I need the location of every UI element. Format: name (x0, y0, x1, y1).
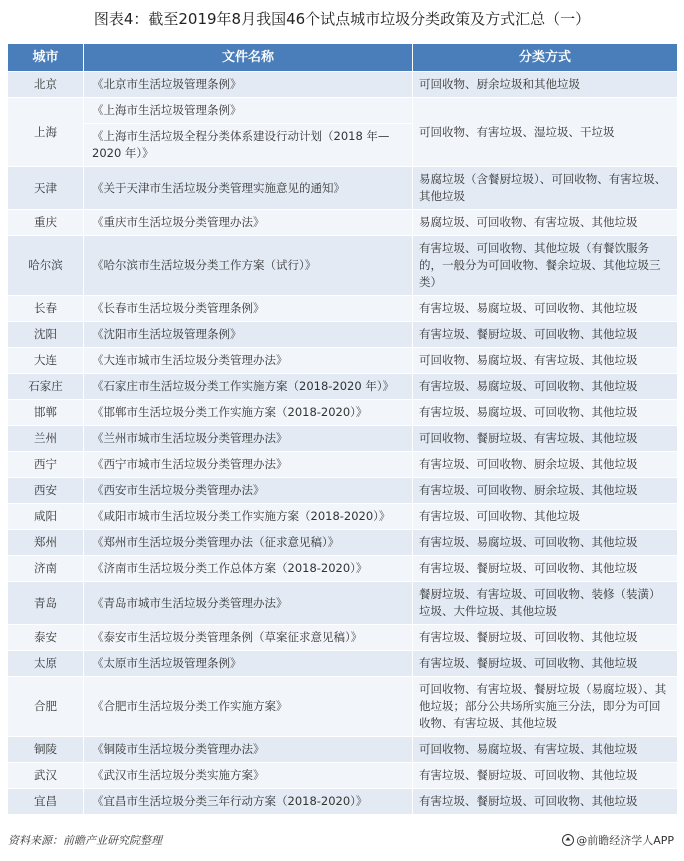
document-name: 《武汉市生活垃圾分类实施方案》 (92, 768, 265, 782)
table-row (8, 400, 678, 426)
city-cell: 济南 (8, 556, 84, 582)
document-cell (84, 530, 413, 556)
method-cell: 有害垃圾、可回收物、厨余垃圾、其他垃圾 (413, 478, 678, 504)
document-name: 《石家庄市生活垃圾分类工作实施方案（2018-2020 年）》 (92, 379, 395, 393)
document-cell (84, 400, 413, 426)
method-cell: 有害垃圾、餐厨垃圾、可回收物、其他垃圾 (413, 322, 678, 348)
document-cell (84, 763, 413, 789)
header-doc: 文件名称 (84, 44, 413, 72)
document-name: 《咸阳市城市生活垃圾分类工作实施方案（2018-2020）》 (92, 509, 391, 523)
document-name: 《太原市生活垃圾管理条例》 (92, 656, 242, 670)
document-cell (84, 98, 413, 167)
document-name: 《长春市生活垃圾分类管理条例》 (92, 301, 265, 315)
document-name: 《关于天津市生活垃圾分类管理实施意见的通知》 (92, 180, 345, 195)
method-cell: 有害垃圾、餐厨垃圾、可回收物、其他垃圾 (413, 789, 678, 815)
document-name: 《青岛市城市生活垃圾分类管理办法》 (92, 595, 288, 610)
table-row (8, 789, 678, 815)
brand-logo-icon (562, 834, 574, 846)
table-header-row (8, 44, 678, 72)
city-cell: 长春 (8, 296, 84, 322)
table-row (8, 236, 678, 296)
city-cell: 郑州 (8, 530, 84, 556)
document-name: 《大连市城市生活垃圾分类管理办法》 (92, 353, 288, 367)
city-cell: 哈尔滨 (8, 236, 84, 296)
method-cell: 有害垃圾、餐厨垃圾、可回收物、其他垃圾 (413, 625, 678, 651)
method-cell: 有害垃圾、餐厨垃圾、可回收物、其他垃圾 (413, 556, 678, 582)
document-cell (84, 236, 413, 296)
document-name: 《重庆市生活垃圾分类管理办法》 (92, 215, 265, 229)
document-name: 《邯郸市生活垃圾分类工作实施方案（2018-2020）》 (92, 405, 368, 419)
table-row (8, 651, 678, 677)
document-name: 《西安市生活垃圾分类管理办法》 (92, 483, 265, 497)
table-row (8, 530, 678, 556)
method-cell: 易腐垃圾、可回收物、有害垃圾、其他垃圾 (413, 210, 678, 236)
document-cell (84, 737, 413, 763)
document-cell (84, 582, 413, 625)
table-row (8, 296, 678, 322)
table-row (8, 72, 678, 98)
city-cell: 合肥 (8, 677, 84, 737)
header-city: 城市 (8, 44, 84, 72)
document-cell (84, 504, 413, 530)
method-cell: 可回收物、餐厨垃圾、有害垃圾、其他垃圾 (413, 426, 678, 452)
document-name: 《哈尔滨市生活垃圾分类工作方案（试行）》 (92, 258, 317, 272)
method-cell: 有害垃圾、易腐垃圾、可回收物、其他垃圾 (413, 400, 678, 426)
table-row (8, 625, 678, 651)
method-cell: 有害垃圾、餐厨垃圾、可回收物、其他垃圾 (413, 763, 678, 789)
method-cell: 可回收物、易腐垃圾、有害垃圾、其他垃圾 (413, 348, 678, 374)
document-name: 《西宁市城市生活垃圾分类管理办法》 (92, 457, 288, 471)
city-cell: 泰安 (8, 625, 84, 651)
document-name: 《郑州市生活垃圾分类管理办法（征求意见稿）》 (92, 535, 340, 549)
table-row (8, 737, 678, 763)
document-name: 《泰安市生活垃圾分类管理条例（草案征求意见稿）》 (92, 630, 363, 644)
document-name: 《上海市生活垃圾管理条例》 (92, 103, 242, 117)
city-cell: 太原 (8, 651, 84, 677)
city-cell: 兰州 (8, 426, 84, 452)
city-cell: 咸阳 (8, 504, 84, 530)
table-row (8, 582, 678, 625)
table-row (8, 556, 678, 582)
document-cell (84, 426, 413, 452)
policy-table (7, 43, 678, 815)
city-cell: 青岛 (8, 582, 84, 625)
method-cell: 有害垃圾、可回收物、厨余垃圾、其他垃圾 (413, 452, 678, 478)
city-cell: 西安 (8, 478, 84, 504)
table-row (8, 348, 678, 374)
table-row (8, 763, 678, 789)
city-cell: 上海 (8, 98, 84, 167)
brand-footer (562, 832, 674, 848)
document-cell (84, 651, 413, 677)
document-name: 《兰州市城市生活垃圾分类管理办法》 (92, 431, 288, 445)
city-cell: 西宁 (8, 452, 84, 478)
method-cell: 可回收物、有害垃圾、餐厨垃圾（易腐垃圾）、其他垃圾；部分公共场所实施三分法，即分为可回收物、有害垃圾、其他垃圾 (413, 677, 678, 737)
table-row (8, 504, 678, 530)
document-cell (84, 210, 413, 236)
header-method: 分类方式 (413, 44, 678, 72)
document-cell (84, 556, 413, 582)
method-cell: 有害垃圾、可回收物、其他垃圾 (413, 504, 678, 530)
city-cell: 沈阳 (8, 322, 84, 348)
method-cell: 有害垃圾、可回收物、其他垃圾（有餐饮服务的，一般分为可回收物、餐余垃圾、其他垃圾三类） (413, 236, 678, 296)
document-name: 《宜昌市生活垃圾分类三年行动方案（2018-2020）》 (92, 794, 368, 808)
method-cell: 餐厨垃圾、有害垃圾、可回收物、装修（装潢）垃圾、大件垃圾、其他垃圾 (413, 582, 678, 625)
source-note: 资料来源：前瞻产业研究院整理 (8, 834, 162, 847)
document-name: 《北京市生活垃圾管理条例》 (92, 77, 242, 91)
brand-text: @前瞻经济学人APP (576, 834, 674, 847)
method-cell: 可回收物、有害垃圾、湿垃圾、干垃圾 (413, 98, 678, 167)
table-row (8, 374, 678, 400)
method-cell: 有害垃圾、易腐垃圾、可回收物、其他垃圾 (413, 296, 678, 322)
city-cell: 北京 (8, 72, 84, 98)
table-row (8, 677, 678, 737)
document-cell (84, 625, 413, 651)
table-row (8, 98, 678, 167)
table-row (8, 322, 678, 348)
document-cell (84, 677, 413, 737)
method-cell: 有害垃圾、易腐垃圾、可回收物、其他垃圾 (413, 530, 678, 556)
chart-title: 图表4：截至2019年8月我国46个试点城市垃圾分类政策及方式汇总（一） (93, 10, 591, 28)
table-row (8, 426, 678, 452)
document-cell (84, 348, 413, 374)
table-row (8, 452, 678, 478)
method-cell: 易腐垃圾（含餐厨垃圾）、可回收物、有害垃圾、其他垃圾 (413, 167, 678, 210)
city-cell: 铜陵 (8, 737, 84, 763)
document-name: 《济南市生活垃圾分类工作总体方案（2018-2020）》 (92, 561, 368, 575)
method-cell: 有害垃圾、易腐垃圾、可回收物、其他垃圾 (413, 374, 678, 400)
document-cell (84, 296, 413, 322)
table-row (8, 167, 678, 210)
method-cell: 可回收物、厨余垃圾和其他垃圾 (413, 72, 678, 98)
city-cell: 宜昌 (8, 789, 84, 815)
city-cell: 大连 (8, 348, 84, 374)
table-row (8, 478, 678, 504)
document-cell (84, 72, 413, 98)
city-cell: 重庆 (8, 210, 84, 236)
document-cell (84, 452, 413, 478)
document-cell (84, 167, 413, 210)
method-cell: 有害垃圾、餐厨垃圾、可回收物、其他垃圾 (413, 651, 678, 677)
document-cell (84, 478, 413, 504)
city-cell: 天津 (8, 167, 84, 210)
city-cell: 石家庄 (8, 374, 84, 400)
method-cell: 可回收物、易腐垃圾、有害垃圾、其他垃圾 (413, 737, 678, 763)
city-cell: 武汉 (8, 763, 84, 789)
city-cell: 邯郸 (8, 400, 84, 426)
document-name: 《沈阳市生活垃圾管理条例》 (92, 327, 242, 341)
document-cell (84, 322, 413, 348)
document-cell (84, 374, 413, 400)
document-cell (84, 789, 413, 815)
document-name: 《铜陵市生活垃圾分类管理办法》 (92, 742, 265, 756)
table-row (8, 210, 678, 236)
divider (84, 123, 412, 124)
document-name: 《合肥市生活垃圾分类工作实施方案》 (92, 699, 288, 713)
document-name: 《上海市生活垃圾全程分类体系建设行动计划（2018 年—2020 年）》 (92, 129, 390, 160)
